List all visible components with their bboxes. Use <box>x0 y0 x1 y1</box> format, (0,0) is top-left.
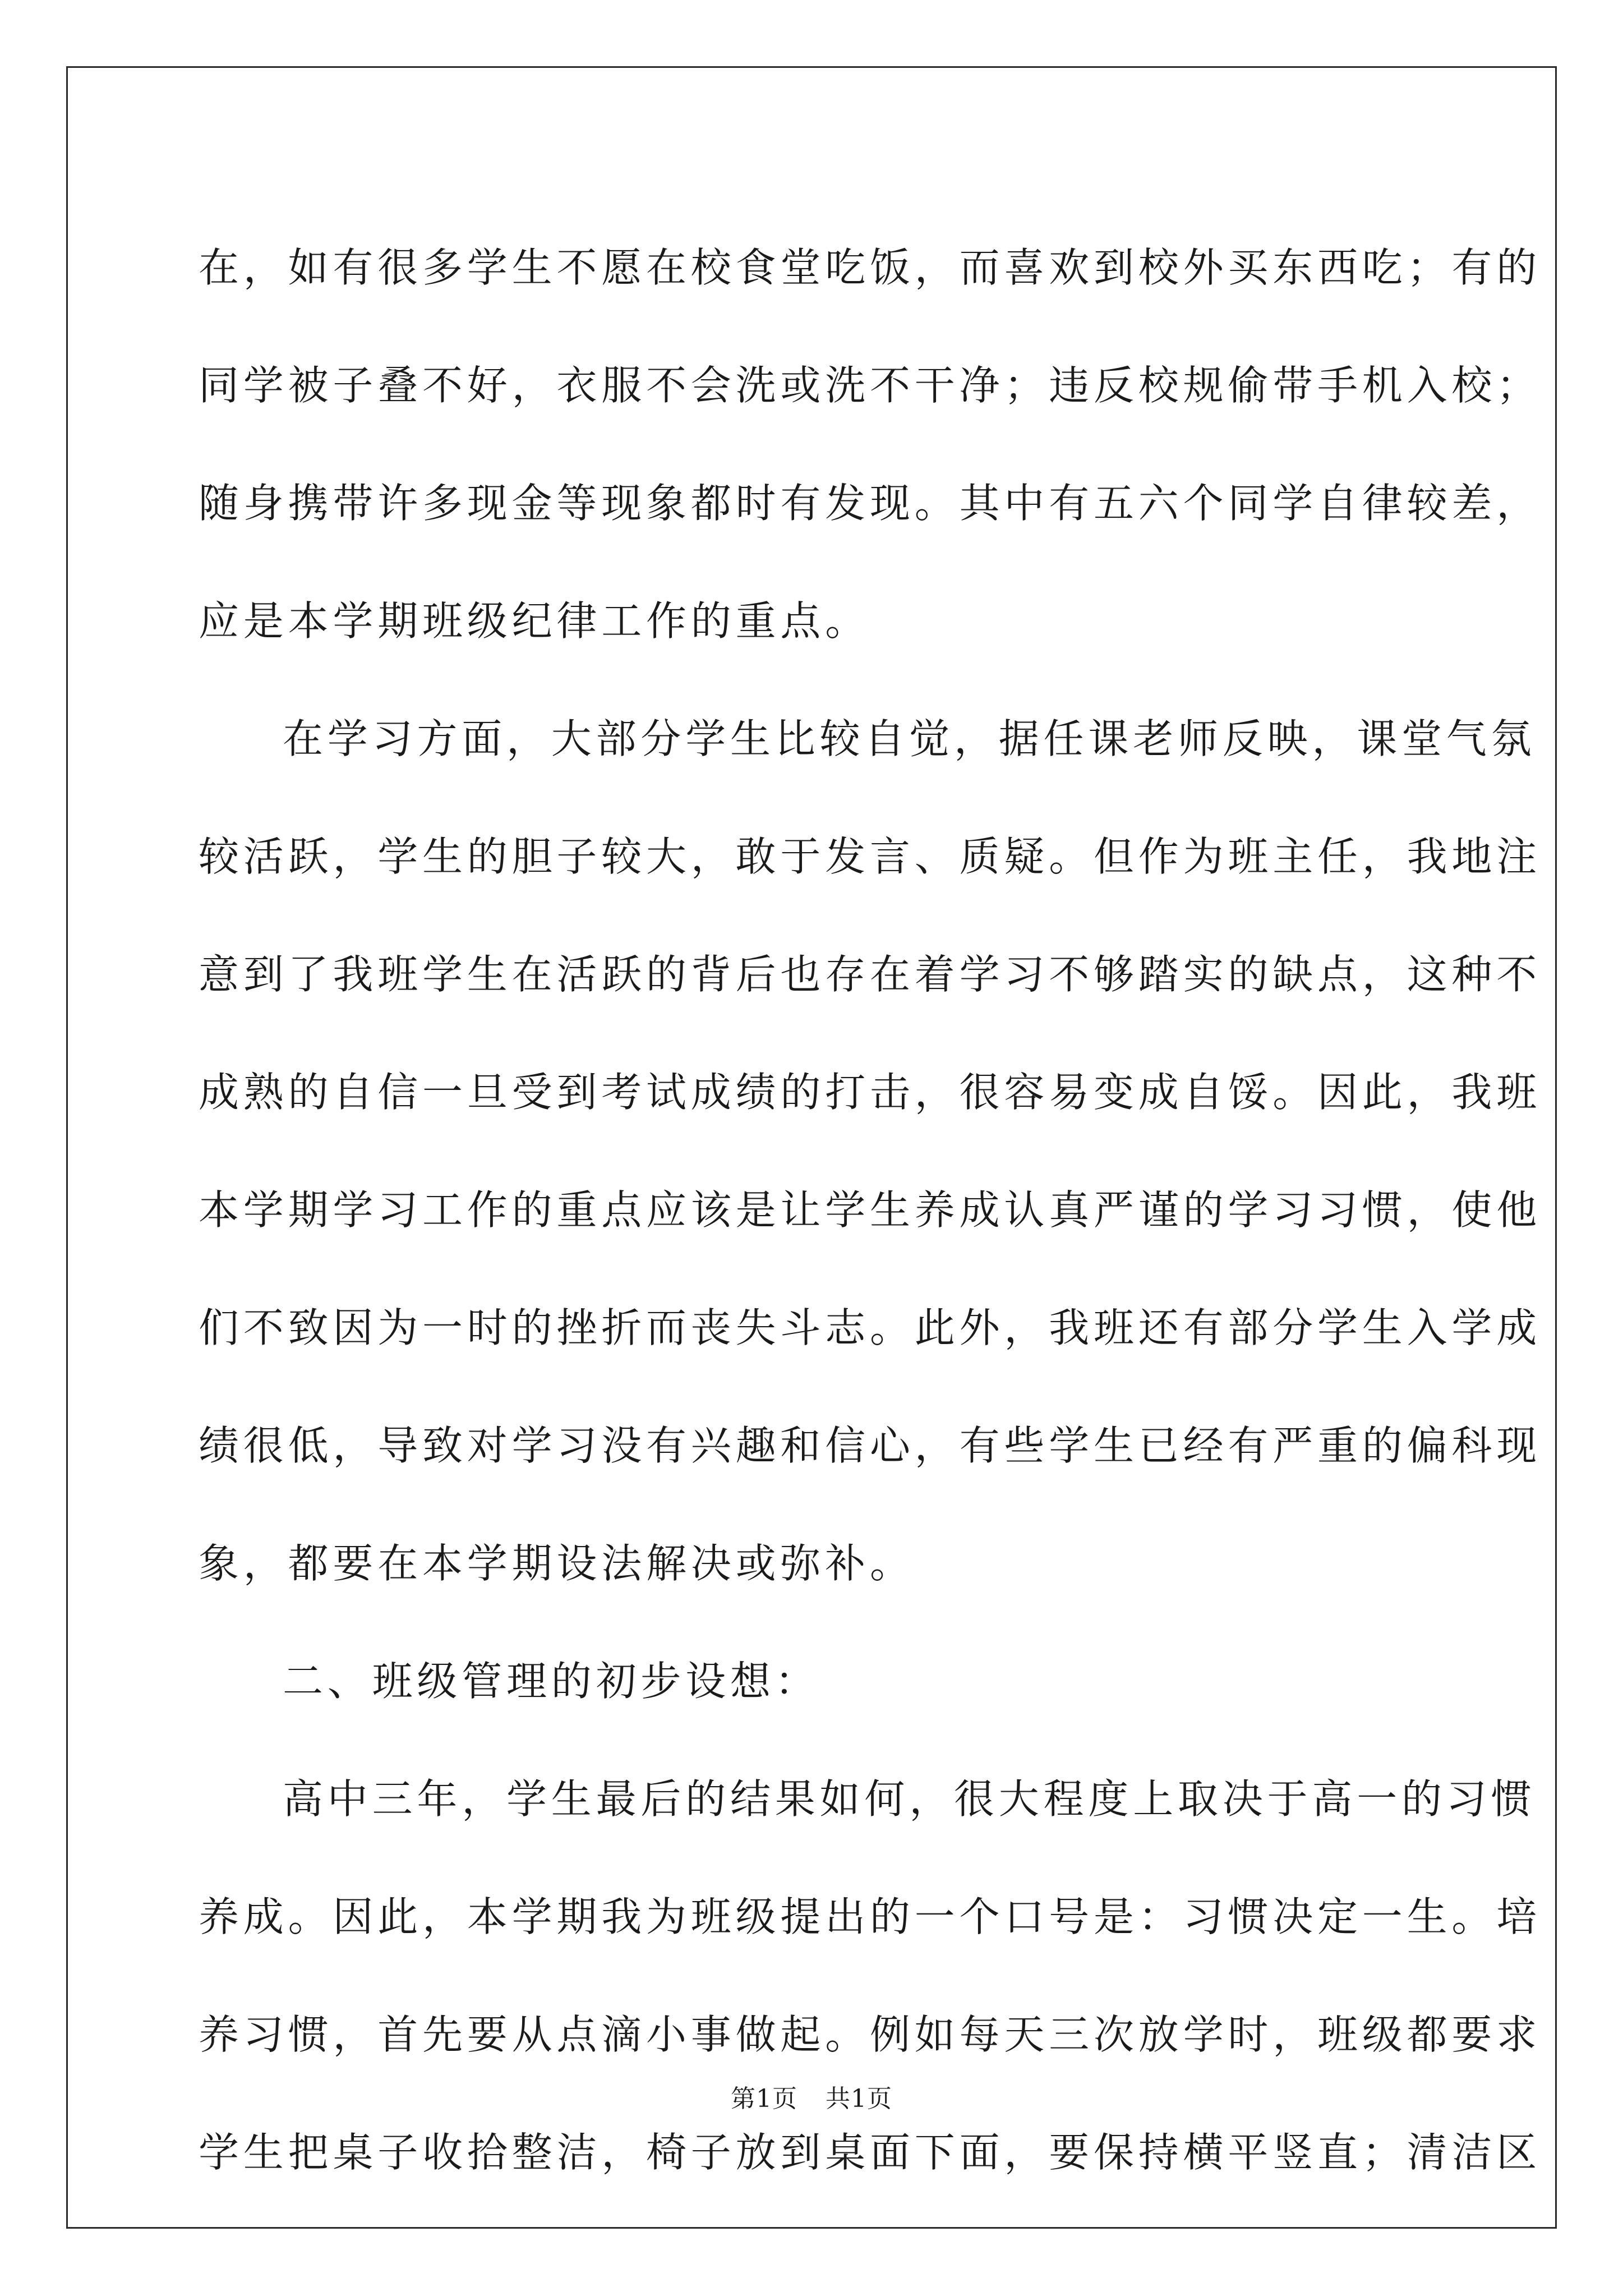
page-footer <box>0 2078 1623 2114</box>
document-body <box>199 209 1542 2211</box>
text-line: 意到了我班学生在活跃的背后也存在着学习不够踏实的缺点，这种不 <box>199 951 1542 998</box>
text-line: 养习惯，首先要从点滴小事做起。例如每天三次放学时，班级都要求 <box>199 2011 1542 2058</box>
page-number: 第1页 <box>731 2085 797 2113</box>
paragraph-start-line: 在学习方面，大部分学生比较自觉，据任课老师反映，课堂气氛 <box>283 715 1536 762</box>
text-line: 象，都要在本学期设法解决或弥补。 <box>199 1540 915 1587</box>
text-line: 成熟的自信一旦受到考试成绩的打击，很容易变成自馁。因此，我班 <box>199 1069 1542 1116</box>
text-line: 同学被子叠不好，衣服不会洗或洗不干净；违反校规偷带手机入校； <box>199 362 1542 409</box>
text-line: 本学期学习工作的重点应该是让学生养成认真严谨的学习习惯，使他 <box>199 1186 1542 1234</box>
paragraph-start-line: 高中三年，学生最后的结果如何，很大程度上取决于高一的习惯 <box>283 1775 1536 1823</box>
text-line: 学生把桌子收拾整洁，椅子放到桌面下面，要保持横平竖直；清洁区 <box>199 2129 1542 2176</box>
page-total: 共1页 <box>826 2085 892 2113</box>
text-line: 们不致因为一时的挫折而丧失斗志。此外，我班还有部分学生入学成 <box>199 1304 1542 1351</box>
text-line: 在，如有很多学生不愿在校食堂吃饭，而喜欢到校外买东西吃；有的 <box>199 244 1542 291</box>
text-line: 较活跃，学生的胆子较大，敢于发言、质疑。但作为班主任，我地注 <box>199 833 1542 880</box>
text-line: 养成。因此，本学期我为班级提出的一个口号是：习惯决定一生。培 <box>199 1893 1542 1940</box>
section-heading: 二、班级管理的初步设想： <box>283 1658 820 1705</box>
text-line: 随身携带许多现金等现象都时有发现。其中有五六个同学自律较差， <box>199 480 1542 527</box>
text-line: 绩很低，导致对学习没有兴趣和信心，有些学生已经有严重的偏科现 <box>199 1422 1542 1469</box>
text-line: 应是本学期班级纪律工作的重点。 <box>199 597 870 645</box>
